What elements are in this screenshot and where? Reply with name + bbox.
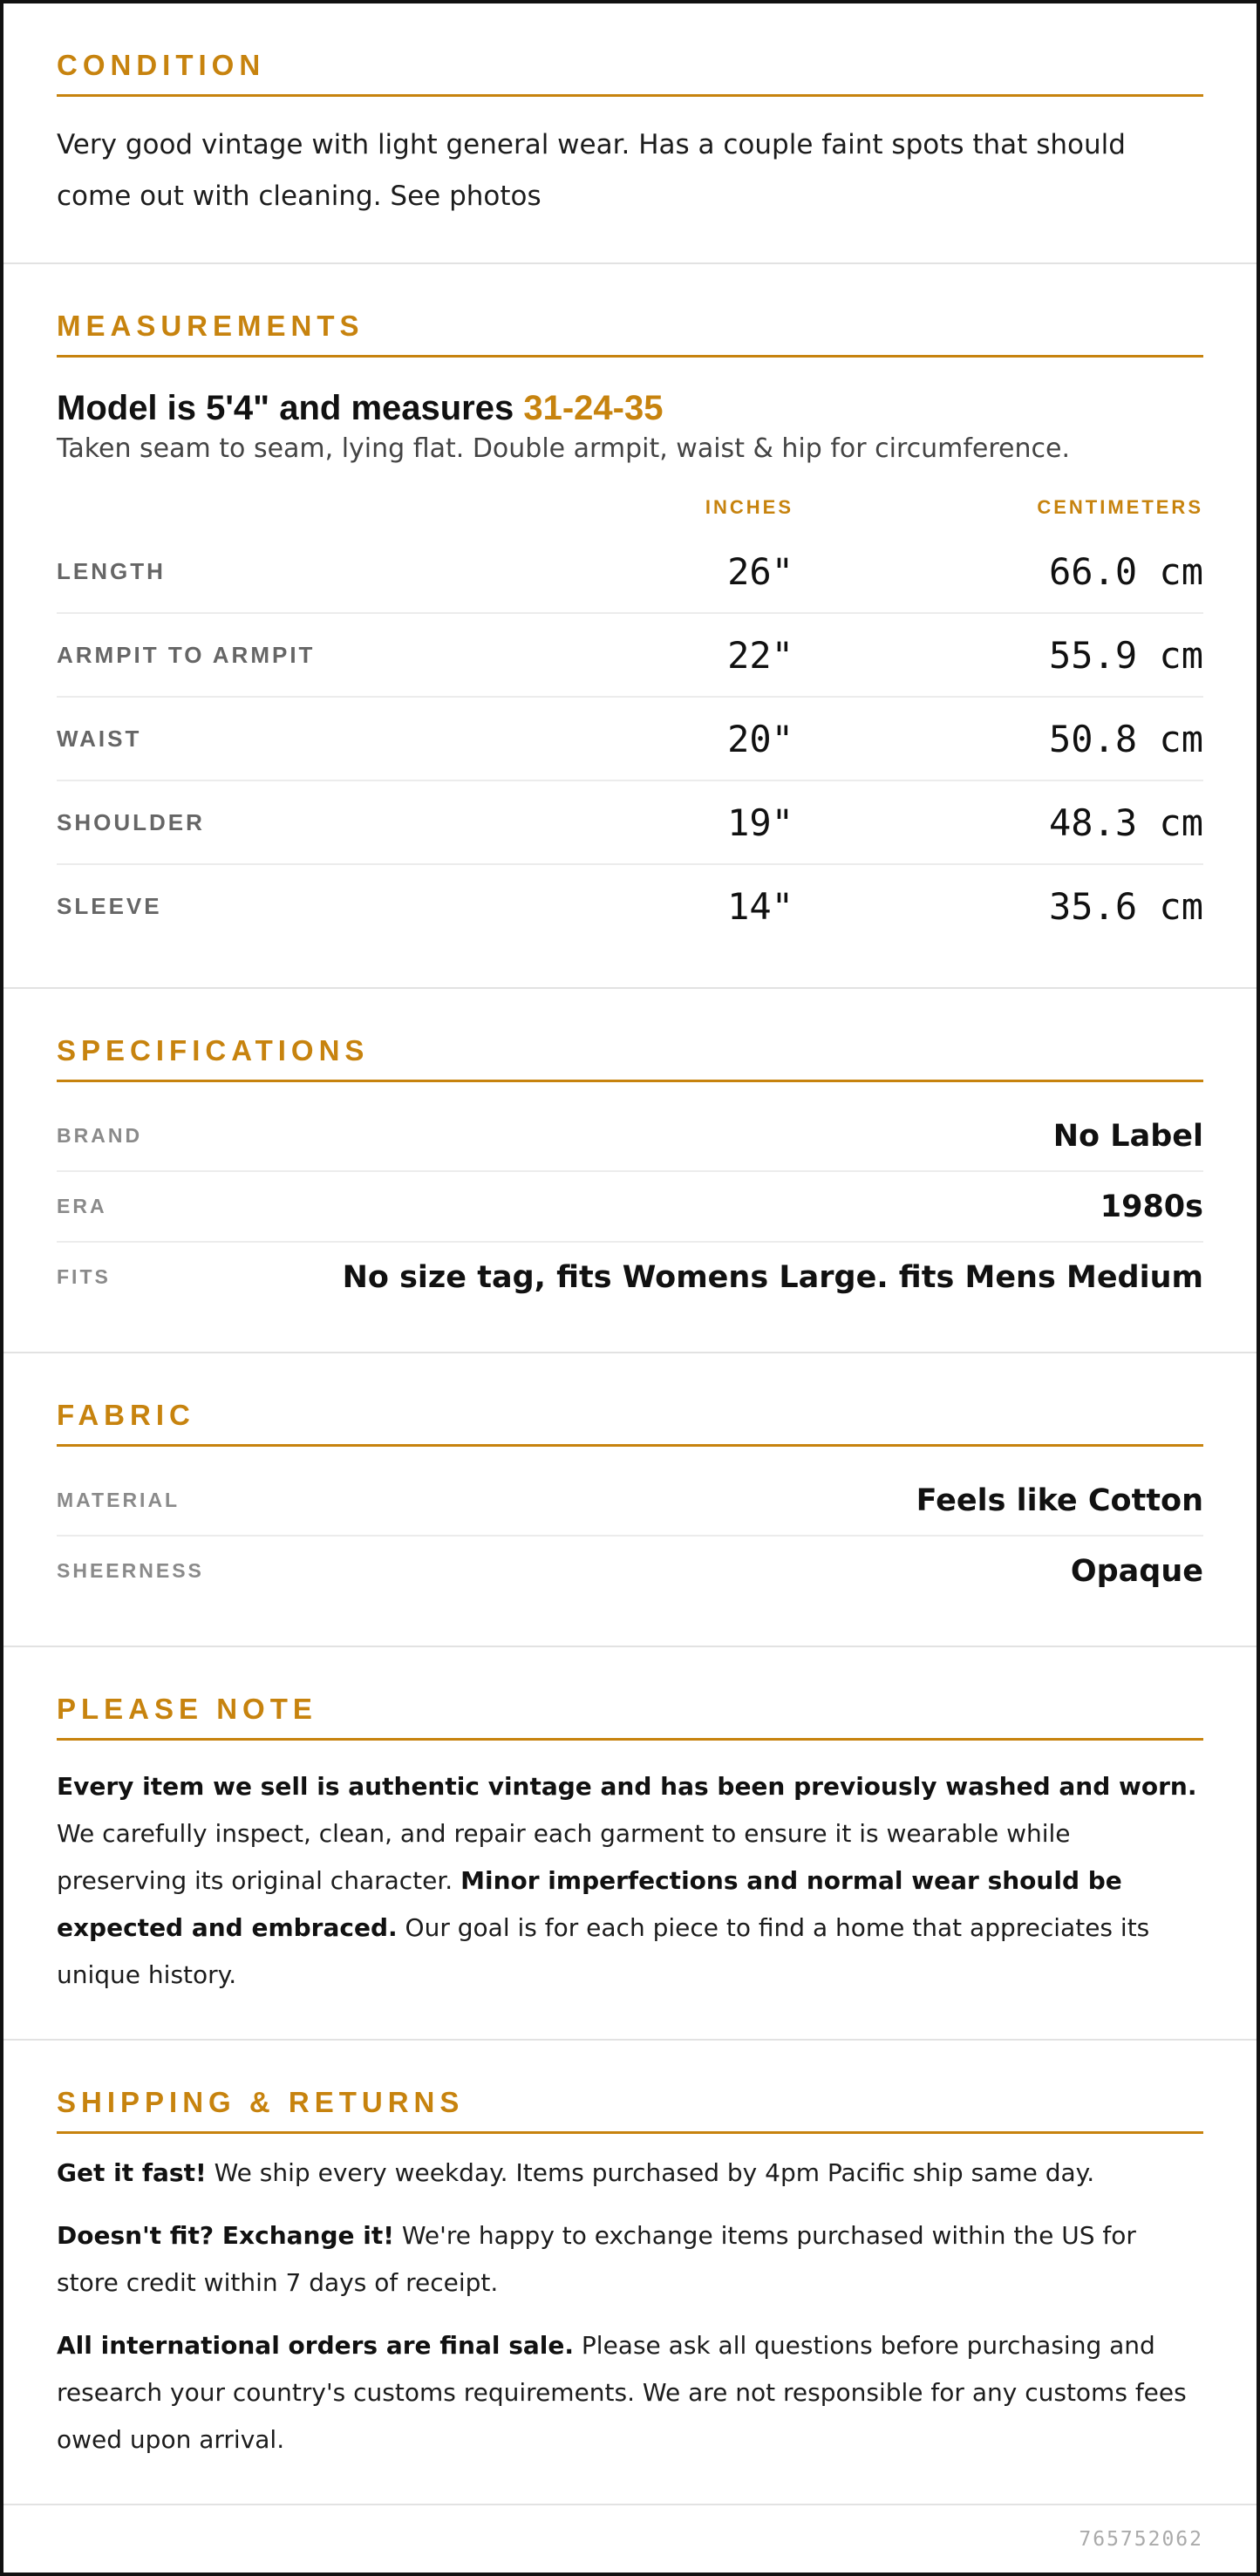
measurement-inches: 19"	[727, 801, 793, 844]
spec-value: No Label	[1052, 1118, 1203, 1154]
note-bold-2: Minor imperfections and normal wear should be expected and embraced.	[57, 1866, 1122, 1942]
note-text-2: Our goal is for each piece to find a home that appreciates its unique history.	[57, 1913, 1150, 1989]
spec-label: FITS	[57, 1265, 111, 1288]
shipping-bold-exchange: Doesn't fit? Exchange it!	[57, 2221, 394, 2250]
measurement-row	[57, 865, 1203, 947]
fabric-label: MATERIAL	[57, 1489, 180, 1511]
fabric-row	[57, 1537, 1203, 1605]
model-prefix: Model is 5'4" and measures	[57, 389, 524, 427]
fabric-row	[57, 1466, 1203, 1537]
measurement-cm: 48.3 cm	[1048, 801, 1203, 844]
measurement-note: Taken seam to seam, lying flat. Double armpit, waist & hip for circumference.	[57, 433, 1071, 464]
fabric-list	[57, 1466, 1203, 1605]
inches-column-header: INCHES	[705, 496, 793, 518]
measurement-cm: 66.0 cm	[1048, 549, 1203, 593]
please-note-section	[3, 1647, 1257, 2041]
note-bold-1: Every item we sell is authentic vintage and has been previously washed and worn.	[57, 1772, 1197, 1801]
fabric-label: SHEERNESS	[57, 1559, 204, 1582]
model-measurements: 31-24-35	[523, 389, 664, 427]
spec-label: ERA	[57, 1195, 107, 1217]
measurement-inches: 26"	[727, 549, 793, 593]
specifications-section	[3, 989, 1257, 1353]
fabric-value: Opaque	[1070, 1553, 1203, 1589]
measurement-row	[57, 781, 1203, 865]
shipping-paragraph-fast	[57, 2150, 1203, 2197]
condition-text: Very good vintage with light general wear. Has a couple faint spots that should come out with cleaning. See photos	[57, 129, 1126, 212]
shipping-paragraph-international	[57, 2322, 1203, 2464]
measurement-inches: 22"	[727, 633, 793, 677]
condition-section	[3, 3, 1257, 264]
shipping-bold-international: All international orders are final sale.	[57, 2331, 575, 2360]
fabric-value: Feels like Cotton	[916, 1482, 1203, 1518]
measurements-section	[3, 264, 1257, 989]
shipping-paragraph-exchange	[57, 2212, 1203, 2307]
shipping-bold-fast: Get it fast!	[57, 2158, 207, 2187]
shipping-text-international: Please ask all questions before purchasing and research your country's customs requirements. We are not responsible for any customs fees owed upon arrival.	[57, 2331, 1187, 2454]
spec-value: 1980s	[1100, 1189, 1203, 1224]
measurement-label: WAIST	[57, 725, 142, 752]
measurement-row	[57, 698, 1203, 781]
measurement-cm: 35.6 cm	[1048, 884, 1203, 928]
cm-column-header: CENTIMETERS	[1037, 496, 1203, 518]
measurement-label: LENGTH	[57, 557, 166, 584]
measurement-label: SHOULDER	[57, 808, 205, 835]
measurement-label: SLEEVE	[57, 892, 162, 919]
fabric-title: FABRIC	[57, 1399, 1203, 1447]
condition-title: CONDITION	[57, 49, 1203, 97]
measurement-row	[57, 614, 1203, 698]
shipping-title: SHIPPING & RETURNS	[57, 2086, 1203, 2134]
measurement-header	[57, 485, 1203, 530]
specifications-title: SPECIFICATIONS	[57, 1034, 1203, 1082]
spec-row	[57, 1243, 1203, 1312]
measurement-label: ARMPIT TO ARMPIT	[57, 641, 316, 668]
specifications-list	[57, 1101, 1203, 1312]
spec-value: No size tag, fits Womens Large. fits Mens Medium	[342, 1259, 1203, 1295]
measurement-cm: 50.8 cm	[1048, 717, 1203, 760]
note-text-1: We carefully inspect, clean, and repair each garment to ensure it is wearable while preserving its original character.	[57, 1819, 1071, 1895]
spec-row	[57, 1101, 1203, 1172]
footer-item-id: 765752062	[1079, 2528, 1203, 2551]
please-note-title: PLEASE NOTE	[57, 1693, 1203, 1741]
measurement-row	[57, 530, 1203, 614]
model-info	[57, 389, 1203, 428]
measurement-inches: 20"	[727, 717, 793, 760]
spec-row	[57, 1172, 1203, 1243]
measurement-cm: 55.9 cm	[1048, 633, 1203, 677]
shipping-returns-section	[3, 2041, 1257, 2505]
measurements-title: MEASUREMENTS	[57, 310, 1203, 358]
measurement-table	[57, 530, 1203, 947]
shipping-text-exchange: We're happy to exchange items purchased within the US for store credit within 7 days of receipt.	[57, 2221, 1136, 2297]
spec-label: BRAND	[57, 1124, 143, 1147]
measurement-inches: 14"	[727, 884, 793, 928]
shipping-text-fast: We ship every weekday. Items purchased by 4pm Pacific ship same day.	[206, 2158, 1095, 2187]
please-note-text	[57, 1763, 1203, 1999]
fabric-section	[3, 1353, 1257, 1647]
